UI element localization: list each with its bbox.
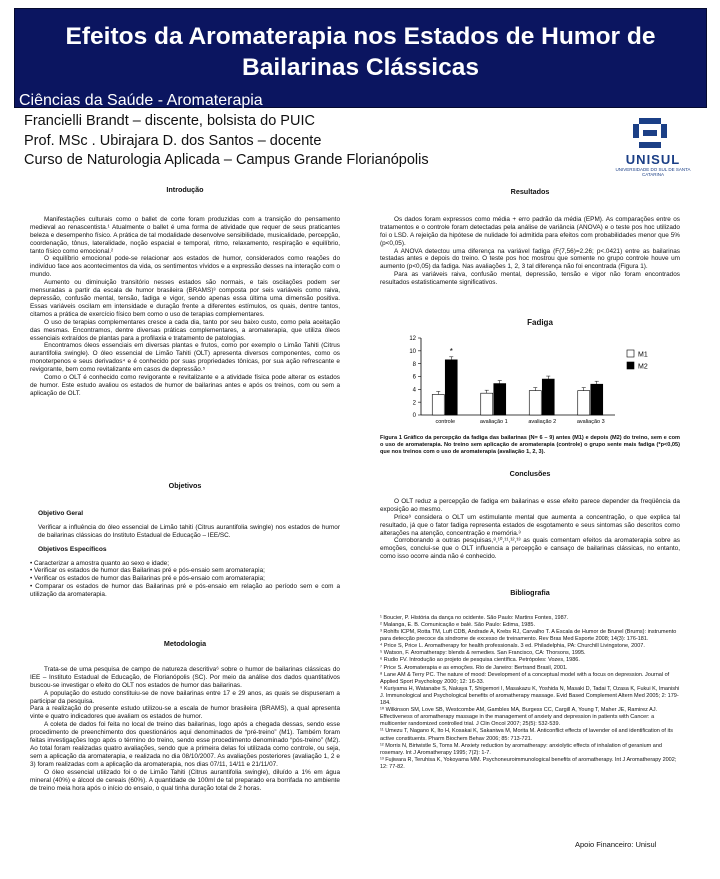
title-banner xyxy=(14,8,707,108)
unisul-logo xyxy=(613,114,693,180)
metodologia-heading: Metodologia xyxy=(163,639,207,648)
reference-item: ¹¹ Umezu T, Nagano K, Ito H, Kosakai K, Sakaniwa M, Morita M. Anticonflict effects of lavender oil and identification of its active constituents. Pharm Biochem Behav 2006; 85: 713-721. xyxy=(380,728,673,742)
reference-item: ⁴ Price S, Price L. Aromatherapy for health professionals. 3 ed. Philadelphia, PA: Churchill Livingstone, 2007. xyxy=(380,643,645,650)
x-tick-label: avaliação 2 xyxy=(528,419,557,425)
bibliografia-heading: Bibliografia xyxy=(510,588,550,597)
significance-marker: * xyxy=(449,346,453,356)
intro-paragraph: Manifestações culturais como o ballet de corte foram produzidas com a transição do pensamento medieval ao renascentista.¹ Atualmente o ballet é uma forma de atividade que requer de seus praticantes beleza e desempenho físico. A prática de tal modalidade desenvolve sensibilidade, musicalidade, percepção, coordenação, tônus, lateralidade, noção espacial e temporal, ritmo, relaxamento, respiração e equilíbrio, tanto físico como emocional.² xyxy=(30,215,340,255)
intro-paragraph: Como o OLT é conhecido como revigorante e revitalizante e a atividade física pode alterar os estados de humor. Este estudo avaliou os estados de humor de bailarinas antes e após os treinos, com ou sem a aplicação de OLT. xyxy=(30,374,340,397)
conclusoes-paragraph: Corroborando a outras pesquisas,⁸,¹⁰,¹¹,¹²,¹³ as quais comentam efeitos da aromaterapia sobre as emoções, conclui-se que o OLT influencia a percepção e cansaço de bailarinas clássicas, no entanto, como isso ocorre ainda não é conhecido. xyxy=(380,537,680,561)
author-line-2: Prof. MSc . Ubirajara D. dos Santos – docente xyxy=(24,132,322,149)
poster-subtitle: Ciências da Saúde - Aromaterapia xyxy=(19,92,263,109)
reference-item: ⁵ Watson, F. Aromatherapy: blends & remedies. San Francisco, CA: Thorsons, 1995. xyxy=(380,650,586,657)
intro-paragraph: O equilíbrio emocional pode-se relacionar aos estados de humor, considerados como reações do indivíduo face aos acontecimentos da vida, os sentimentos vívidos e a expressão desses na interação com o mundo. xyxy=(30,255,340,279)
unisul-logo-icon xyxy=(613,114,693,152)
bar-m2 xyxy=(494,384,506,415)
metodologia-section xyxy=(30,640,340,792)
conclusoes-heading: Conclusões xyxy=(509,469,551,478)
x-tick-label: controle xyxy=(435,419,456,425)
y-tick-label: 0 xyxy=(412,413,416,420)
conclusoes-section xyxy=(380,470,680,561)
objetivo-item: • Comparar os estados de humor das Bailarinas pré e pós-ensaio em relação ao período sem e com a utilização da aromaterapia. xyxy=(30,583,340,599)
conclusoes-paragraph: Price⁹ considera o OLT um estimulante mental que aumenta a concentração, o que explica tal resultado, já que o fator fadiga representa estados de esgotamento e seus sintomas são descritos como alterações na atenção, concentração e memória.³ xyxy=(380,513,680,537)
funding-note: Apoio Financeiro: Unisul xyxy=(575,840,657,849)
resultados-heading: Resultados xyxy=(510,187,550,196)
legend-swatch-m1 xyxy=(627,350,634,357)
poster-title-line2: Bailarinas Clássicas xyxy=(242,54,479,81)
bar-m1 xyxy=(578,391,590,415)
y-tick-label: 4 xyxy=(412,387,416,394)
intro-paragraph: Aumento ou diminuição transitório nesses estados são normais, e tais oscilações podem ser mensuradas a partir da escala de humor brasileira (BRAMS)³ composta por seis variáveis como raiva, depressão, confusão mental, tensão, fadiga e vigor, sendo apenas essa última uma dimensão positiva. Essas variáveis oscilam em intensidade e duração frente a diferentes estímulos, os quais, dentre tantos, citamos a prática de exercício físico bem como o uso de terapias complementares. xyxy=(30,279,340,318)
bibliografia-section xyxy=(380,589,680,771)
legend-label-m2: M2 xyxy=(638,363,648,371)
figure-caption xyxy=(380,435,680,456)
metodologia-paragraph: Para a realização do presente estudo utilizou-se a escala de humor brasileira (BRAMS), a qual apresenta vinte e quatro indicadores que avaliam os estados de humor. xyxy=(30,705,340,721)
intro-paragraph: O uso de terapias complementares cresce a cada dia, tanto por seu baixo custo, como pela aceitação das mesmas. Encontramos, dentre diversas práticas complementares, a aromaterapia, que utiliza óleos essenciais extraídos de plantas para a profilaxia e tratamento de patologias. xyxy=(30,318,340,342)
reference-item: ³ Rohlfs ICPM, Rotta TM, Luft CDB, Andrade A, Krebs RJ, Carvalho T. A Escala de Humor de Brunel (Brums): instrumento para detecção precoce da síndrome de excesso de treinamento. Rev Bras Med Esporte 2008; 14(3): 176-181. xyxy=(380,629,677,643)
references-list xyxy=(380,615,680,771)
figure-caption-text: Figura 1 Gráfico da percepção da fadiga das bailarinas (N= 6 – 9) antes (M1) e depois (M2) do treino, sem e com o uso de aromaterapia. No treino sem aplicação de aromaterapia (controle) o grupo sente mais fadiga (*p<0,05) que nos treinos com o uso de aromaterapia (avaliação 1, 2, 3). xyxy=(380,435,680,455)
objetivo-item: • Verificar os estados de humor das Bailarinas pré e pós-ensaio sem aromaterapia; xyxy=(30,567,265,575)
logo-wordmark: UNISUL xyxy=(625,152,681,167)
legend-swatch-m2 xyxy=(627,362,634,369)
bar-m2 xyxy=(445,360,457,415)
objetivo-item: • Verificar os estados de humor das Bailarinas pré e pós-ensaio com aromaterapia; xyxy=(30,575,265,583)
resultados-paragraph: A ANOVA detectou uma diferença na variável fadiga (F(7,56)=2.26; p<.0421) entre as bailarinas testadas antes e depois do treino. O teste pos hoc mostrou que somente no grupo controle houve um aumento (p<0,05) da fadiga. Nas avaliações 1, 2, 3 tal diferença não foi encontrada (Figura 1). xyxy=(380,247,680,271)
objetivo-geral-text: Verificar a influência do óleo essencial de Limão tahiti (Citrus aurantifolia swingle) nos estados de humor de bailarinas clássicas do Instituto Estadual de Educação – IEE/SC. xyxy=(38,523,340,539)
x-tick-label: avaliação 3 xyxy=(576,419,605,425)
metodologia-paragraph: A população do estudo constituiu-se de nove bailarinas entre 17 e 29 anos, as quais se dispuseram a participar da pesquisa. xyxy=(30,689,340,705)
reference-item: ¹⁰ Wilkinson SM, Love SB, Westcombe AM, Gambles MA, Burgess CC, Cargill A, Young T, Maher JE, Ramirez AJ. Effectiveness of aromatherapy massage in the management of anxiety and depression in patients with Cancer: a multicenter randomized controlled trial. J Clin Oncol 2007; 25(5): 532-539. xyxy=(380,707,658,728)
y-tick-label: 8 xyxy=(412,361,416,368)
resultados-section xyxy=(380,188,680,287)
objetivos-especificos-heading: Objetivos Específicos xyxy=(38,545,107,553)
reference-item: ⁷ Price S. Aromaterapia e as emoções. Rio de Janeiro: Bertrand Brasil, 2001. xyxy=(380,664,568,671)
bar-m1 xyxy=(529,391,541,415)
poster-title xyxy=(15,21,706,83)
reference-item: ² Malanga, E. B. Comunicação e balé. São Paulo: Edima, 1985. xyxy=(380,622,536,628)
x-tick-label: avaliação 1 xyxy=(479,419,508,425)
reference-item: ¹ Boucier, P. História da dança no ocidente. São Paulo: Martins Fontes, 1987. xyxy=(380,614,569,621)
objetivo-item: • Caracterizar a amostra quanto ao sexo e idade; xyxy=(30,559,170,567)
fadiga-chart xyxy=(395,318,685,433)
metodologia-paragraph: A coleta de dados foi feita no local de treino das bailarinas, logo após a chegada dessas, sendo esse procedimento de preenchimento dos questionários aqui denominados de “pré-treino” (M1). Também foram feitas investigações logo após o término do treino, sendo esse procedimento denominado “pós-treino” (M2). Ao total foram realizadas quatro avaliações, sendo que a primeira delas foi utilizada como controle, ou seja, sem a aplicação da aromaterapia, e realizada no dia 08/10/2007. As avaliações posteriores (avaliação 1, 2 e 3) foram realizadas com a aplicação da aromaterapia, nos dias 07/11, 14/11 e 21/11/07. xyxy=(30,721,340,768)
bar-m2 xyxy=(591,384,603,415)
reference-item: ¹³ Fujiwara R, Teruhisa K, Yokoyama MM. Psychoneuroimmunological benefits of aromatherapy. Int J Aromatherapy 2002; 12: 77-82. xyxy=(380,756,677,770)
fadiga-chart-svg xyxy=(395,330,685,433)
reference-item: ⁶ Rudio FV. Introdução ao projeto de pesquisa científica. Petrópoles: Vozes, 1986. xyxy=(380,657,580,664)
bar-m1 xyxy=(481,393,493,415)
y-tick-label: 2 xyxy=(412,400,416,407)
author-line-1: Francielli Brandt – discente, bolsista do PUIC xyxy=(24,113,315,129)
chart-title: Fadiga xyxy=(527,318,553,327)
conclusoes-paragraph: O OLT reduz a percepção de fadiga em bailarinas e esse efeito parece depender da freqüência da exposição ao mesmo. xyxy=(380,497,680,513)
objetivos-heading: Objetivos xyxy=(168,481,202,490)
metodologia-paragraph: O óleo essencial utilizado foi o de Limão Tahiti (Citrus aurantifolia swingle), diluído a 1% em água mineral (40%) e álcool de cereais (60%). A quantidade de 100ml de tal preparado era borrifada no ambiente de treino meia hora após o início do ensaio, o qual tinha duração total de 2 horas. xyxy=(30,768,340,792)
reference-item: ⁸ Lane AM & Terry PC. The nature of mood: Development of a conceptual model with a focus on depression. Journal of Applied Sport Psychology 2000; 12: 16-33. xyxy=(380,671,670,685)
authors-block xyxy=(24,112,429,171)
author-line-3: Curso de Naturologia Aplicada – Campus Grande Florianópolis xyxy=(24,152,429,168)
objetivos-section xyxy=(30,482,340,599)
poster-title-line1: Efeitos da Aromaterapia nos Estados de Humor de xyxy=(65,23,656,50)
y-tick-label: 6 xyxy=(412,374,416,381)
y-tick-label: 10 xyxy=(409,349,416,356)
y-tick-label: 12 xyxy=(409,336,416,343)
resultados-paragraph: Para as variáveis raiva, confusão mental, depressão, tensão e vigor não foram encontrados resultados estatisticamente significativos. xyxy=(380,271,680,287)
reference-item: ⁹ Kuriyama H, Watanabe S, Nakaya T, Shigemori I, Masakazu K, Yoshida N, Masaki D, Tadai T, Ozasa K, Fukui K, Imanishi J. Immunological and Psychological benefits of aromatherapy massage. Evid Based Complement Altern Med 2005; 2: 179-184. xyxy=(380,685,680,707)
bar-m2 xyxy=(542,379,554,415)
bar-m1 xyxy=(432,394,444,415)
intro-paragraph: Encontramos óleos essenciais em diversas plantas e frutos, como por exemplo o Limão Tahiti (Citrus aurantifolia swingle). O óleo essencial de Limão Tahiti (OLT) apresenta diversos componentes, como os monoterpenos e seus derivados⁴ e é conhecido por suas propriedades tônicas, por sua ação refrescante e revigorante, bem como revitalizante em casos de depressão.⁵ xyxy=(30,342,340,374)
objetivo-geral-heading: Objetivo Geral xyxy=(38,509,84,517)
intro-heading: Introdução xyxy=(166,185,204,194)
metodologia-paragraph: Trata-se de uma pesquisa de campo de natureza descritiva⁶ sobre o humor de bailarinas clássicas do IEE – Instituto Estadual de Educação, de Florianópolis (SC). Por meio da análise dos dados quantitativos buscou-se investigar o efeito do OLT nos estados de humor das bailarinas. xyxy=(30,665,340,689)
resultados-paragraph: Os dados foram expressos como média + erro padrão da média (EPM). As comparações entre os tratamentos e o controle foram detectadas pela análise de variância (ANOVA) e o teste pos hoc utilizado foi o LSD. A rejeição da hipótese de nulidade foi admitida para efeitos com probabilidades menor que 5% (p<0,05). xyxy=(380,215,680,247)
intro-section xyxy=(30,186,340,398)
legend-label-m1: M1 xyxy=(638,351,648,359)
logo-subtitle: UNIVERSIDADE DO SUL DE SANTA CATARINA xyxy=(615,167,691,177)
reference-item: ¹² Morris N, Birtwistle S, Toms M. Anxiety reduction by aromatherapy: anxiolytic effects of inhalation of geranium and rosemary. Int J Aromatherapy 1995; 7(2): 1-7. xyxy=(380,742,662,756)
